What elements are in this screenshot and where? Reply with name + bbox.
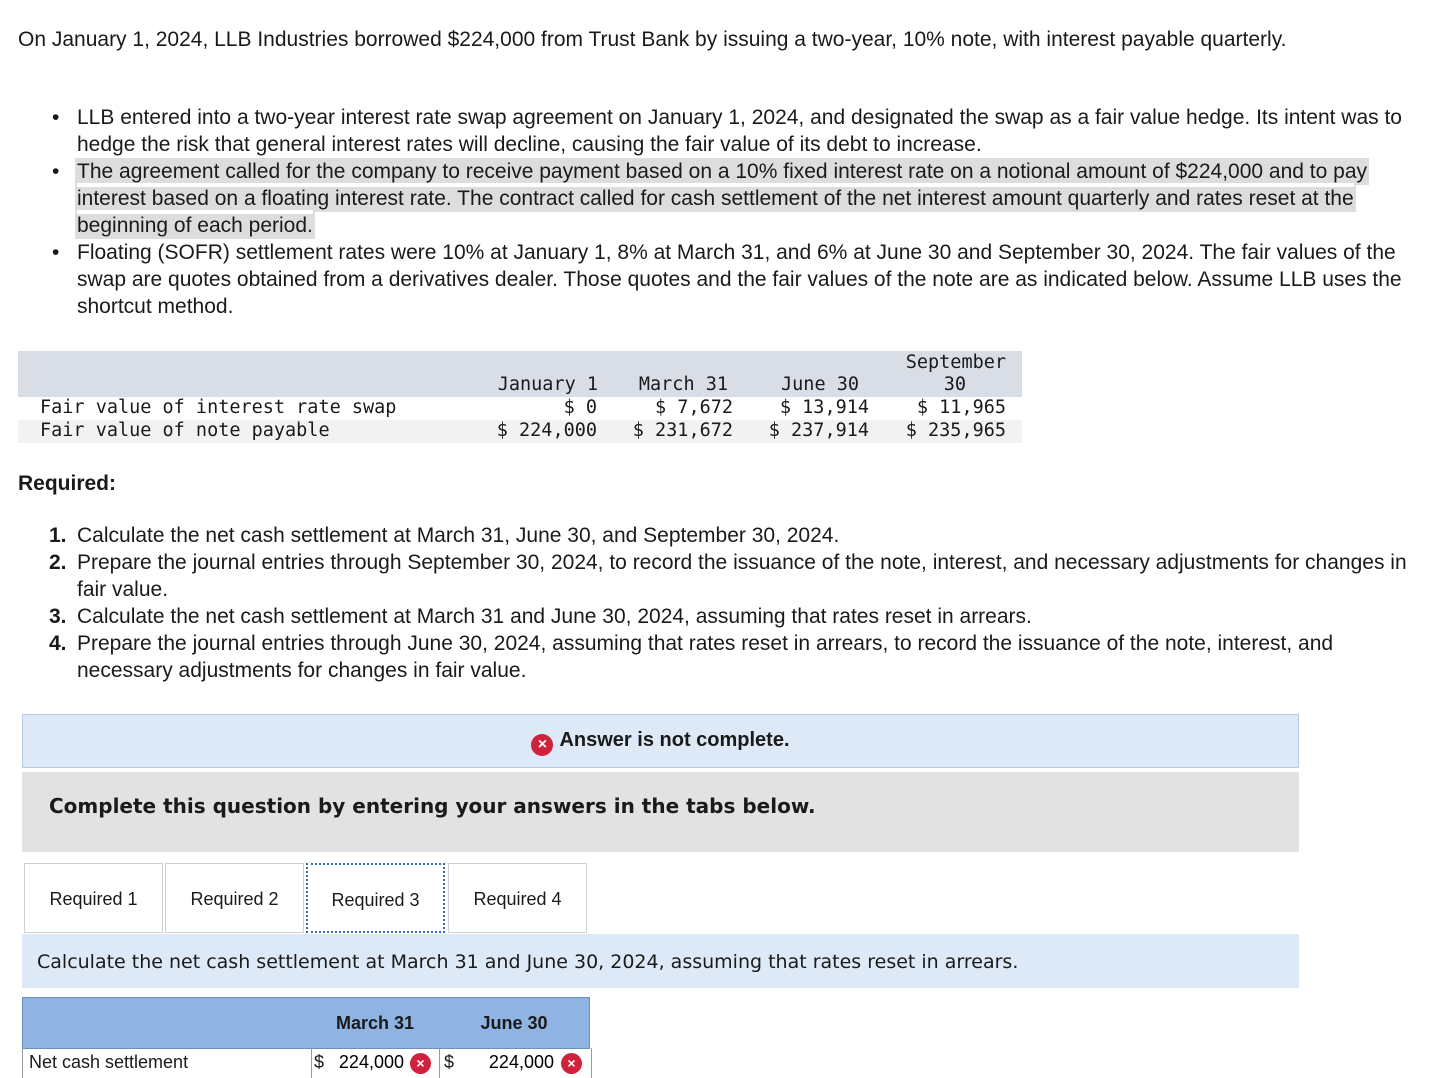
instruction-text: Complete this question by entering your answers in the tabs below. [49, 794, 816, 818]
required-item: 1. Calculate the net cash settlement at March 31, June 30, and September 30, 2024. [49, 524, 840, 547]
required-heading: Required: [18, 472, 117, 495]
table-row [18, 397, 1022, 420]
march-31-input[interactable] [324, 1050, 404, 1074]
bullet-item: • The agreement called for the company to receive payment based on a 10% fixed interest rate on a notional amount of $224,000 and to pay interest based on a floating interest rate. The contract called for cash settlement of the net interest amount quarterly and rates reset at the beginning of each period. [52, 160, 1367, 237]
tab-required-3[interactable]: Required 3 [306, 863, 445, 933]
june-30-input[interactable] [460, 1050, 554, 1074]
required-list [30, 522, 1430, 684]
header-september: September [905, 352, 1006, 373]
cell-value: $ 235,965 [905, 420, 1006, 441]
problem-intro: On January 1, 2024, LLB Industries borrowed $224,000 from Trust Bank by issuing a two-year, 10% note, with interest payable quarterly. [18, 28, 1287, 51]
answer-table-header [22, 997, 590, 1049]
cell-value: $ 11,965 [916, 397, 1006, 418]
table-row [18, 420, 1022, 443]
required-item: 3. Calculate the net cash settlement at March 31 and June 30, 2024, assuming that rates reset in arrears. [49, 605, 1032, 628]
header-january-1: January 1 [497, 374, 598, 395]
error-x-icon: × [410, 1053, 431, 1074]
march-31-cell [311, 1048, 440, 1078]
instruction-panel [22, 772, 1299, 852]
required-item: 2. Prepare the journal entries through September 30, 2024, to record the issuance of the note, interest, and necessary adjustments for changes in fair value. [49, 551, 1407, 601]
cell-value: $ 237,914 [768, 420, 869, 441]
bullet-item: • Floating (SOFR) settlement rates were 10% at January 1, 8% at March 31, and 6% at June 30 and September 30, 2024. The fair values of the swap are quotes obtained from a derivatives dealer. Those quotes and the fair values of the note are as indicated below. Assume LLB uses the shortcut method. [52, 241, 1402, 318]
header-march-31: March 31 [335, 1013, 415, 1033]
currency-symbol: $ [314, 1052, 325, 1072]
tab-required-1[interactable]: Required 1 [24, 863, 163, 933]
row-label: Net cash settlement [29, 1052, 189, 1072]
problem-bullets [30, 104, 1430, 320]
cell-value: $ 224,000 [496, 420, 597, 441]
answer-status-banner [22, 714, 1299, 768]
header-september-30: 30 [943, 374, 966, 395]
tab-prompt-panel [22, 934, 1299, 988]
tab-prompt-text: Calculate the net cash settlement at March 31 and June 30, 2024, assuming that rates reset in arrears. [37, 951, 1019, 973]
required-item: 4. Prepare the journal entries through June 30, 2024, assuming that rates reset in arrears, to record the issuance of the note, interest, and necessary adjustments for changes in fair value. [49, 632, 1334, 682]
fair-value-table-header [18, 351, 1022, 397]
error-x-icon: × [561, 1053, 582, 1074]
status-text: Answer is not complete. [559, 729, 790, 751]
row-label: Fair value of interest rate swap [40, 397, 397, 418]
header-june-30: June 30 [781, 374, 859, 395]
currency-symbol: $ [444, 1052, 455, 1072]
row-label: Fair value of note payable [40, 420, 330, 441]
cell-value: $ 231,672 [632, 420, 733, 441]
tab-required-2[interactable]: Required 2 [165, 863, 304, 933]
answer-table [22, 997, 590, 1072]
cell-value: $ 0 [563, 397, 597, 418]
cell-value: $ 13,914 [779, 397, 869, 418]
tab-required-4[interactable]: Required 4 [448, 863, 587, 933]
header-june-30: June 30 [480, 1013, 548, 1033]
june-30-cell [439, 1048, 590, 1078]
cell-value: $ 7,672 [655, 397, 733, 418]
bullet-item: • LLB entered into a two-year interest rate swap agreement on January 1, 2024, and designated the swap as a fair value hedge. Its intent was to hedge the risk that general interest rates will decline, causing the fair value of its debt to increase. [52, 106, 1402, 156]
error-x-icon: × [531, 734, 553, 756]
table-row [22, 1048, 592, 1078]
fair-value-table [18, 351, 1022, 443]
header-march-31: March 31 [638, 374, 728, 395]
